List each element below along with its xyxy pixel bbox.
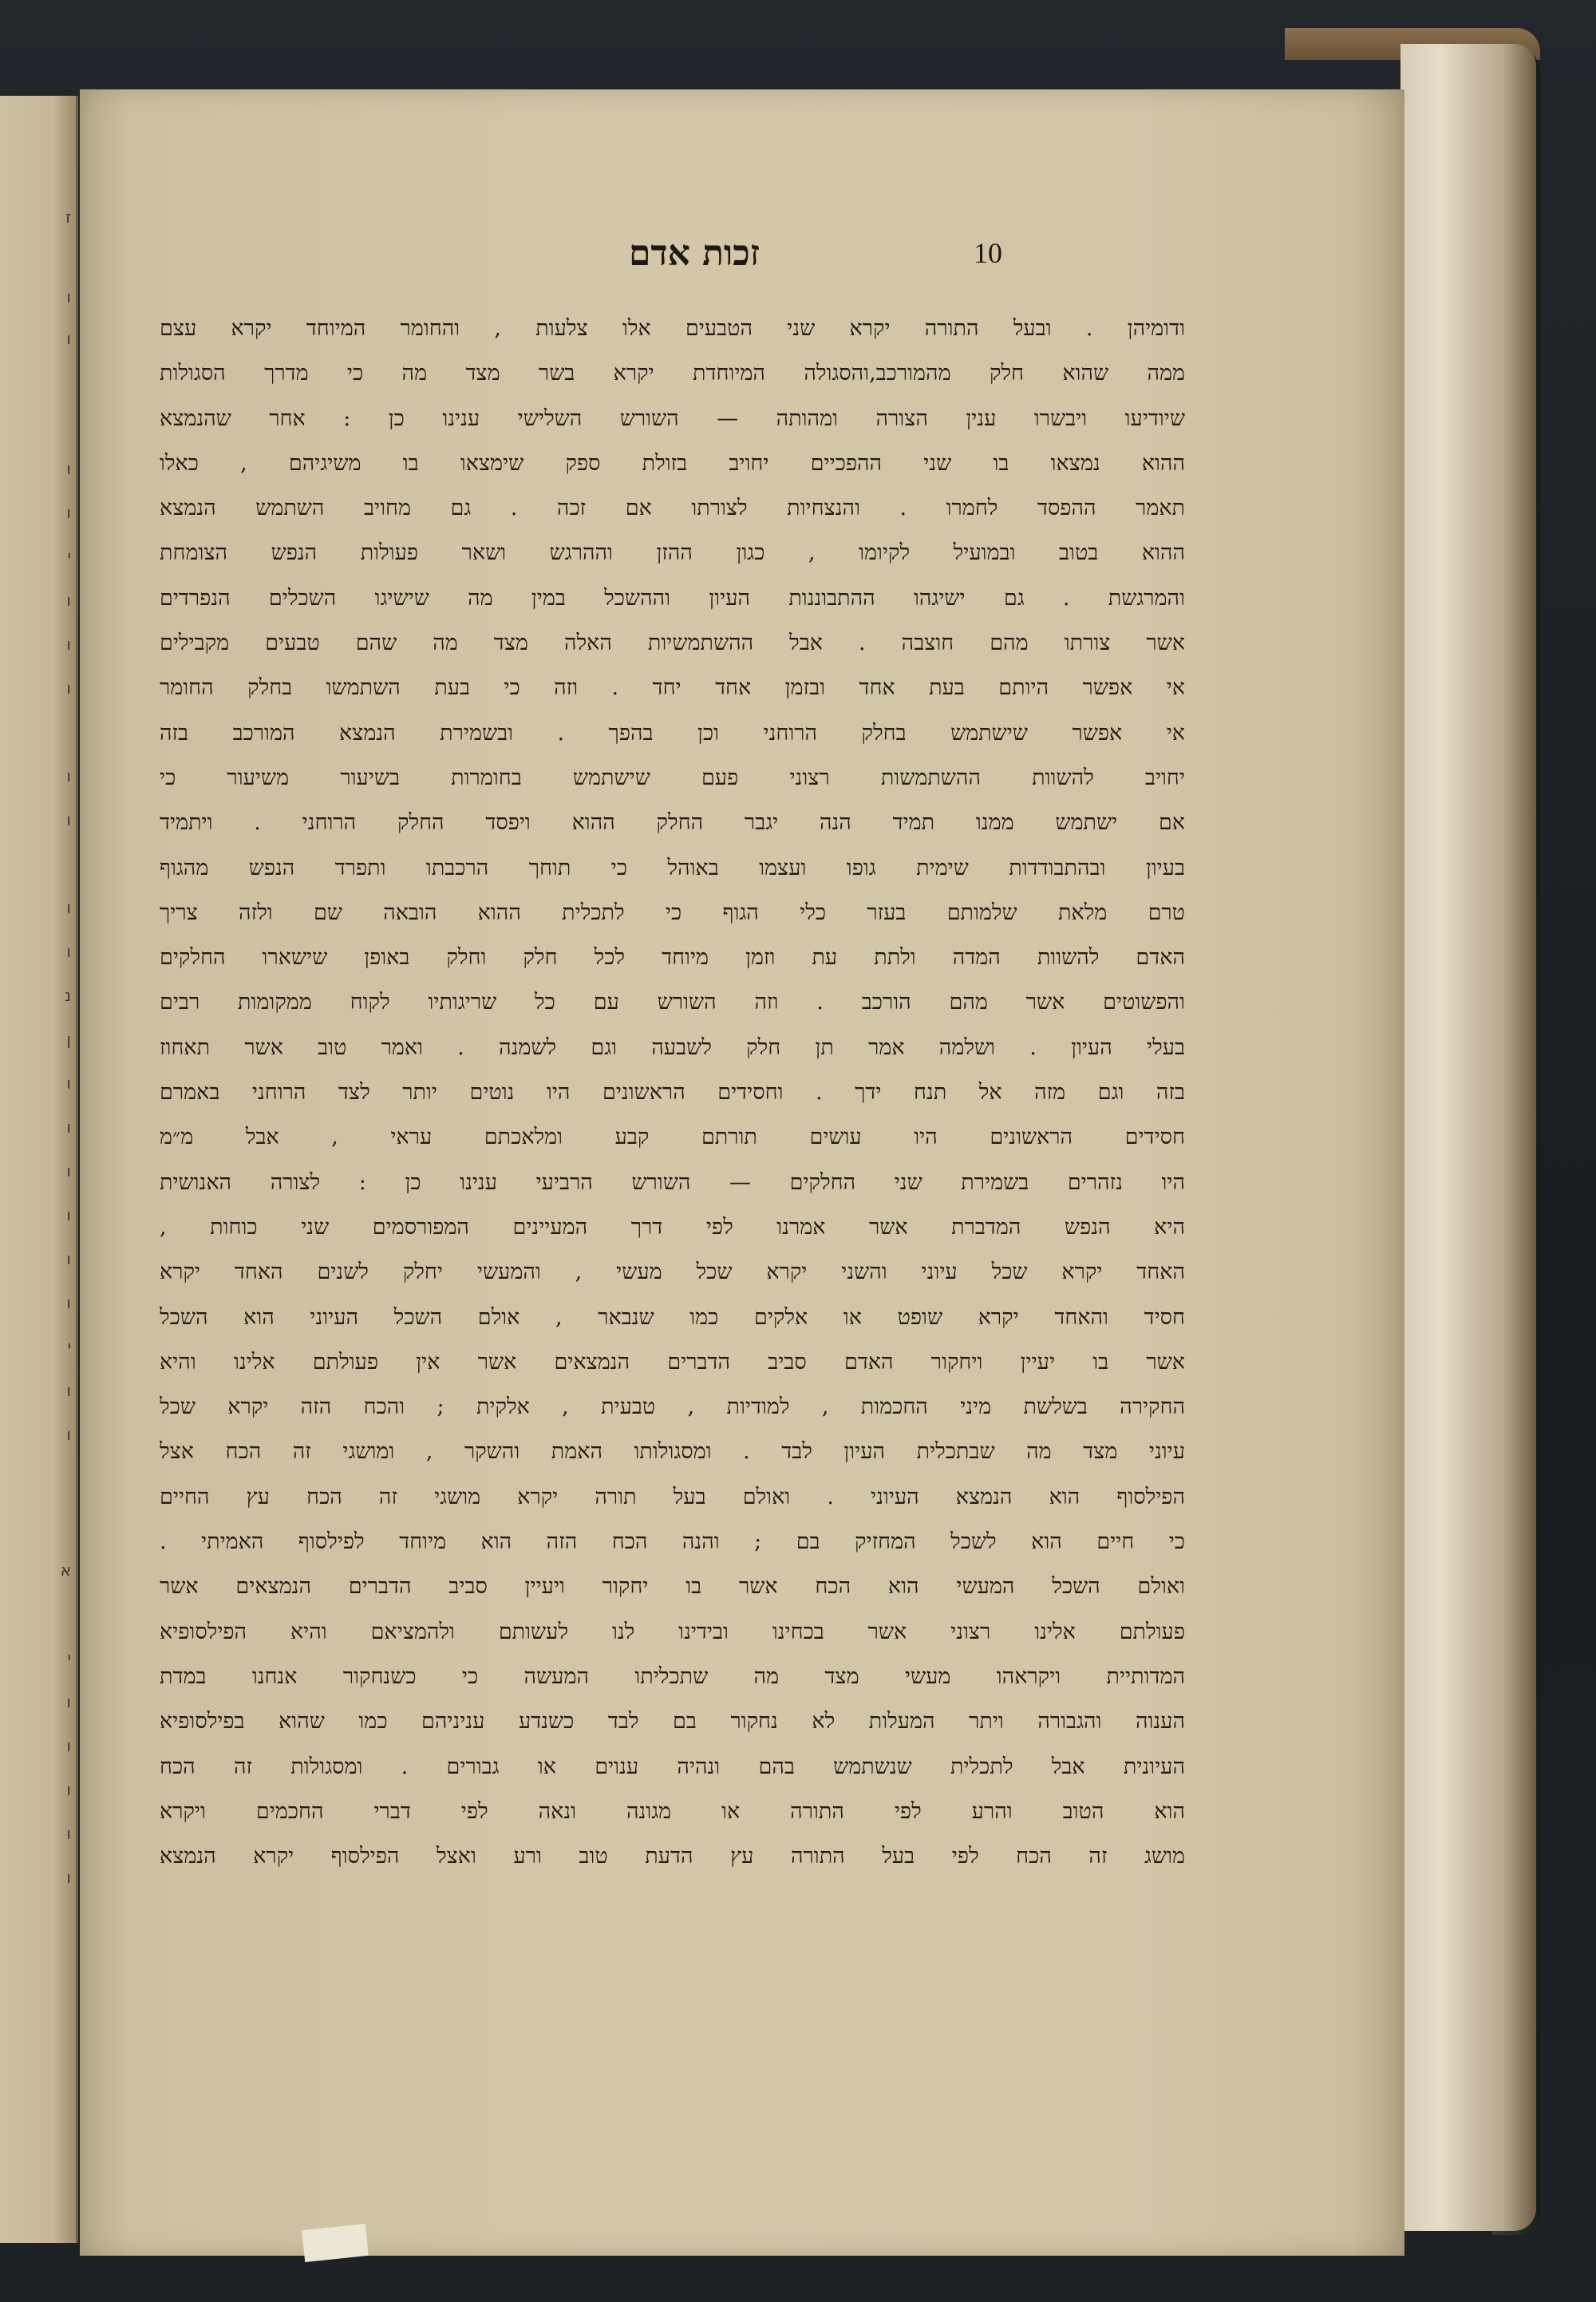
text-line: טרם מלאת שלמותם בעזר כלי הגוף כי לתכלית ההוא הובאה שם ולזה צריך (160, 900, 1185, 925)
left-page-fragment: ו (66, 898, 71, 917)
left-page-text-fragments (0, 96, 76, 2243)
left-page-fragment: ו (66, 1205, 71, 1224)
left-page-fragment: ו (66, 1692, 71, 1711)
page-header (80, 233, 1404, 297)
book-page (80, 89, 1404, 2256)
text-line: בזה וגם מזה אל תנח ידך . וחסידים הראשונים היו נוטים יותר לצד הרוחני באמרם (160, 1080, 1185, 1106)
text-line: הענוה והגבורה ויתר המעלות לא נחקור בם לבד כשנדע עניניהם כמו שהוא בפילסופיא (160, 1709, 1185, 1734)
text-line: חסיד והאחד יקרא שופט או אלקים כמו שנבאר , אולם השכל העיוני הוא השכל (160, 1304, 1185, 1330)
left-page-fragment: י (67, 547, 71, 566)
left-page-fragment: ו (66, 1425, 71, 1444)
text-line: מושג זה הכח לפי בעל התורה עץ הדעת טוב ורע ואצל הפילסוף יקרא הנמצא (160, 1844, 1185, 1869)
book-page-stack-edge (1400, 44, 1536, 2231)
text-line: אשר צורתו מהם חוצבה . אבל ההשתמשיות האלה מצד מה שהם טבעים מקבילים (160, 631, 1185, 656)
text-line: הפילסוף הוא הנמצא העיוני . ואולם בעל תורה יקרא מושגי זה הכח עץ החיים (160, 1484, 1185, 1509)
text-line: ממה שהוא חלק מהמורכב,והסגולה המיוחדת יקרא בשר מצד מה כי מדרך הסגולות (160, 361, 1185, 386)
left-page-fragment: נ (64, 986, 71, 1005)
text-line: ההוא נמצאו בו שני ההפכיים יחויב בזולת ספק שימצאו בו משיגיהם , כאלו (160, 450, 1185, 476)
text-line: האחד יקרא שכל עיוני והשני יקרא שכל מעשי , והמעשי יחלק לשנים האחד יקרא (160, 1260, 1185, 1285)
text-line: והפשוטים אשר מהם הורכב . וזה השורש עם כל שריגותיו לקוח ממקומות רבים (160, 990, 1185, 1015)
left-page-fragment: ו (66, 1117, 71, 1137)
page-number: 10 (974, 237, 1002, 269)
text-line: אי אפשר היותם בעת אחד ובזמן אחד יחד . וזה כי בעת השתמשו בחלק החומר (160, 675, 1185, 701)
text-line: המדותיית ויקראהו מעשי מצד מה שתכליתו המעשה כי כשנחקור אנחנו במדת (160, 1663, 1185, 1689)
text-line: היו נזהרים בשמירת שני החלקים — השורש הרביעי ענינו כן : לצורה האנושית (160, 1169, 1185, 1195)
left-page-fragment: ז (65, 208, 71, 227)
body-text (160, 307, 1185, 1879)
left-page-fragment: א (60, 1560, 71, 1580)
left-page-fragment: ו (66, 1074, 71, 1093)
left-page-fragment: ו (66, 459, 71, 478)
text-line: כי חיים הוא לשכל המחזיק בם ; והנה הכח הזה הוא מיוחד לפילסוף האמיתי . (160, 1529, 1185, 1555)
left-page-fragment: ו (66, 678, 71, 698)
text-line: העיונית אבל לתכלית שנשתמש בהם ונהיה ענוים או גבורים . ומסגולות זה הכח (160, 1754, 1185, 1779)
left-page-fragment: ו (66, 942, 71, 961)
text-line: ההוא בטוב ובמועיל לקיומו , כגון ההזן וההרגש ושאר פעולות הנפש הצומחת (160, 540, 1185, 566)
text-line: אם ישתמש ממנו תמיד הנה יגבר החלק ההוא ויפסד החלק הרוחני . ויתמיד (160, 810, 1185, 836)
text-line: אי אפשר שישתמש בחלק הרוחני וכן בהפך . ובשמירת הנמצא המורכב בזה (160, 720, 1185, 746)
text-line: ודומיהן . ובעל התורה יקרא שני הטבעים אלו צלעות , והחומר המיוחד יקרא עצם (160, 316, 1185, 341)
left-page-edge (0, 96, 78, 2243)
left-page-fragment: ו (66, 287, 71, 307)
text-line: שיודיעו ויבשרו ענין הצורה ומהותה — השורש השלישי ענינו כן : אחר שהנמצא (160, 405, 1185, 431)
left-page-fragment: ו (66, 1736, 71, 1755)
text-line: ואולם השכל המעשי הוא הכח אשר בו יחקור ויעיין סביב הדברים הנמצאים אשר (160, 1574, 1185, 1600)
left-page-fragment: ו (66, 1780, 71, 1799)
left-page-fragment: ו (66, 766, 71, 785)
text-line: בעלי העיון . ושלמה אמר תן חלק לשבעה וגם לשמנה . ואמר טוב אשר תאחוז (160, 1034, 1185, 1060)
left-page-fragment: ו (66, 635, 71, 654)
text-line: תאמר ההפסד לחמרו . והנצחיות לצורתו אם זכה . גם מחויב השתמש הנמצא (160, 496, 1185, 521)
text-line: אשר בו יעיין ויחקור האדם סביב הדברים הנמצאים אשר אין פעולתם אלינו והיא (160, 1349, 1185, 1374)
left-page-fragment: ו (66, 1381, 71, 1400)
text-line: יחויב להשוות ההשתמשות רצוני פעם שישתמש בחומרות בשיעור משיעור כי (160, 765, 1185, 790)
torn-paper-scrap (302, 2224, 369, 2262)
text-line: בעיון ובהתבודדות שימית גופו ועצמו באוהל כי תוחך הרכבתו ותפרד הנפש מהגוף (160, 855, 1185, 880)
left-page-fragment: ו (66, 1249, 71, 1268)
left-page-fragment: ו (66, 1824, 71, 1843)
text-line: חסידים הראשונים היו עושים תורתם קבע ומלאכתם עראי , אבל מ״מ (160, 1125, 1185, 1150)
left-page-fragment: ן (66, 1030, 71, 1049)
left-page-fragment: ו (66, 591, 71, 610)
text-line: האדם להשוות המדה ולתת עת וזמן מיוחד לכל חלק וחלק באופן שישארו החלקים (160, 945, 1185, 971)
text-line: היא הנפש המדברת אשר אמרנו לפי דרך המעיינים המפורסמים שני כוחות , (160, 1214, 1185, 1240)
left-page-fragment: י (67, 1648, 71, 1667)
text-line: עיוני מצד מה שבתכלית העיון לבד . ומסגולותו האמת והשקר , ומושגי זה הכח אצל (160, 1439, 1185, 1465)
left-page-fragment: ו (66, 503, 71, 522)
text-line: פעולתם אלינו רצוני אשר בכחינו ובידינו לנו לעשותם ולהמציאם והיא הפילסופיא (160, 1619, 1185, 1644)
left-page-fragment: ו (66, 810, 71, 829)
left-page-fragment: ו (66, 329, 71, 348)
left-page-fragment: ו (66, 1868, 71, 1887)
text-line: החקירה בשלשת מיני החכמות , למודיות , טבעית , אלקית ; והכח הזה יקרא שכל (160, 1394, 1185, 1420)
text-line: והמרגשת . גם ישיגהו ההתבוננות העיון וההשכל במין מה שישיגו השכלים הנפרדים (160, 585, 1185, 611)
running-title: זכות אדם (628, 233, 760, 274)
text-line: הוא הטוב והרע לפי התורה או מגונה ונאה לפי דברי החכמים ויקרא (160, 1798, 1185, 1824)
left-page-fragment: ו (66, 1293, 71, 1312)
left-page-fragment: ו (66, 1161, 71, 1181)
left-page-fragment: י (67, 1337, 71, 1356)
